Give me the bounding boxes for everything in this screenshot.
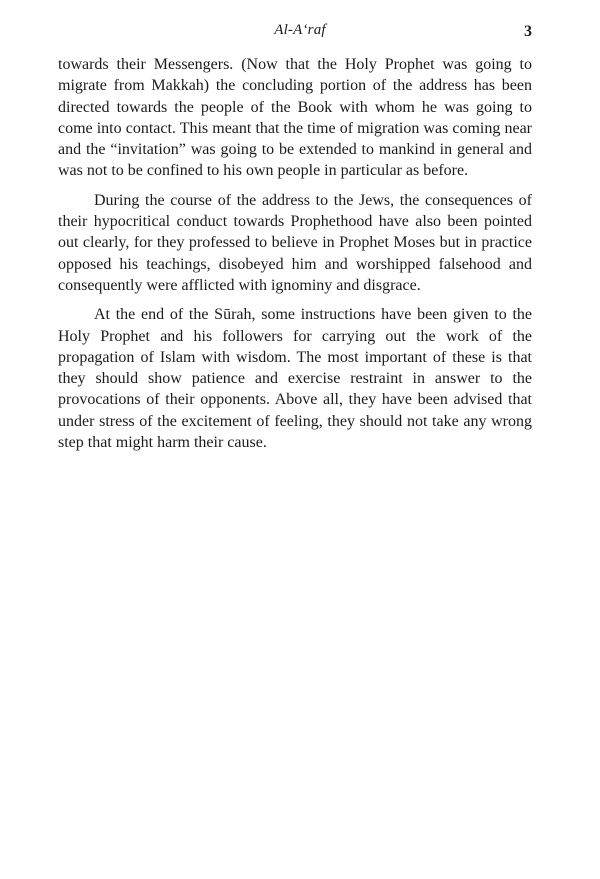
running-title: Al-A‘raf: [274, 22, 326, 38]
body-text: [58, 54, 532, 461]
page-number: 3: [524, 23, 532, 40]
paragraph-jews-address: During the course of the address to the Jews, the consequences of their hypocritical conduct towards Prophethood have also been pointed out clearly, for they professed to believe in Prophet Moses but in practice opposed his teachings, disobeyed him and worshipped falsehood and consequently were afflicted with ignominy and disgrace.: [58, 191, 532, 294]
page-header: [0, 22, 600, 46]
paragraph-surah-end: At the end of the Sūrah, some instructions have been given to the Holy Prophet and his followers for carrying out the work of the propagation of Islam with wisdom. The most important of these is that they should show patience and exercise restraint in answer to the provocations of their opponents. Above all, they have been advised that under stress of the excitement of feeling, they should not take any wrong step that might harm their cause.: [58, 306, 532, 452]
paragraph-continuation: towards their Messengers. (Now that the Holy Prophet was going to migrate from Makkah) the concluding portion of the address has been directed towards the people of the Book with whom he was going to come into contact. This meant that the time of migration was coming near and the “invitation” was going to be extended to mankind in general and was not to be confined to his own people in particular as before.: [58, 56, 532, 180]
